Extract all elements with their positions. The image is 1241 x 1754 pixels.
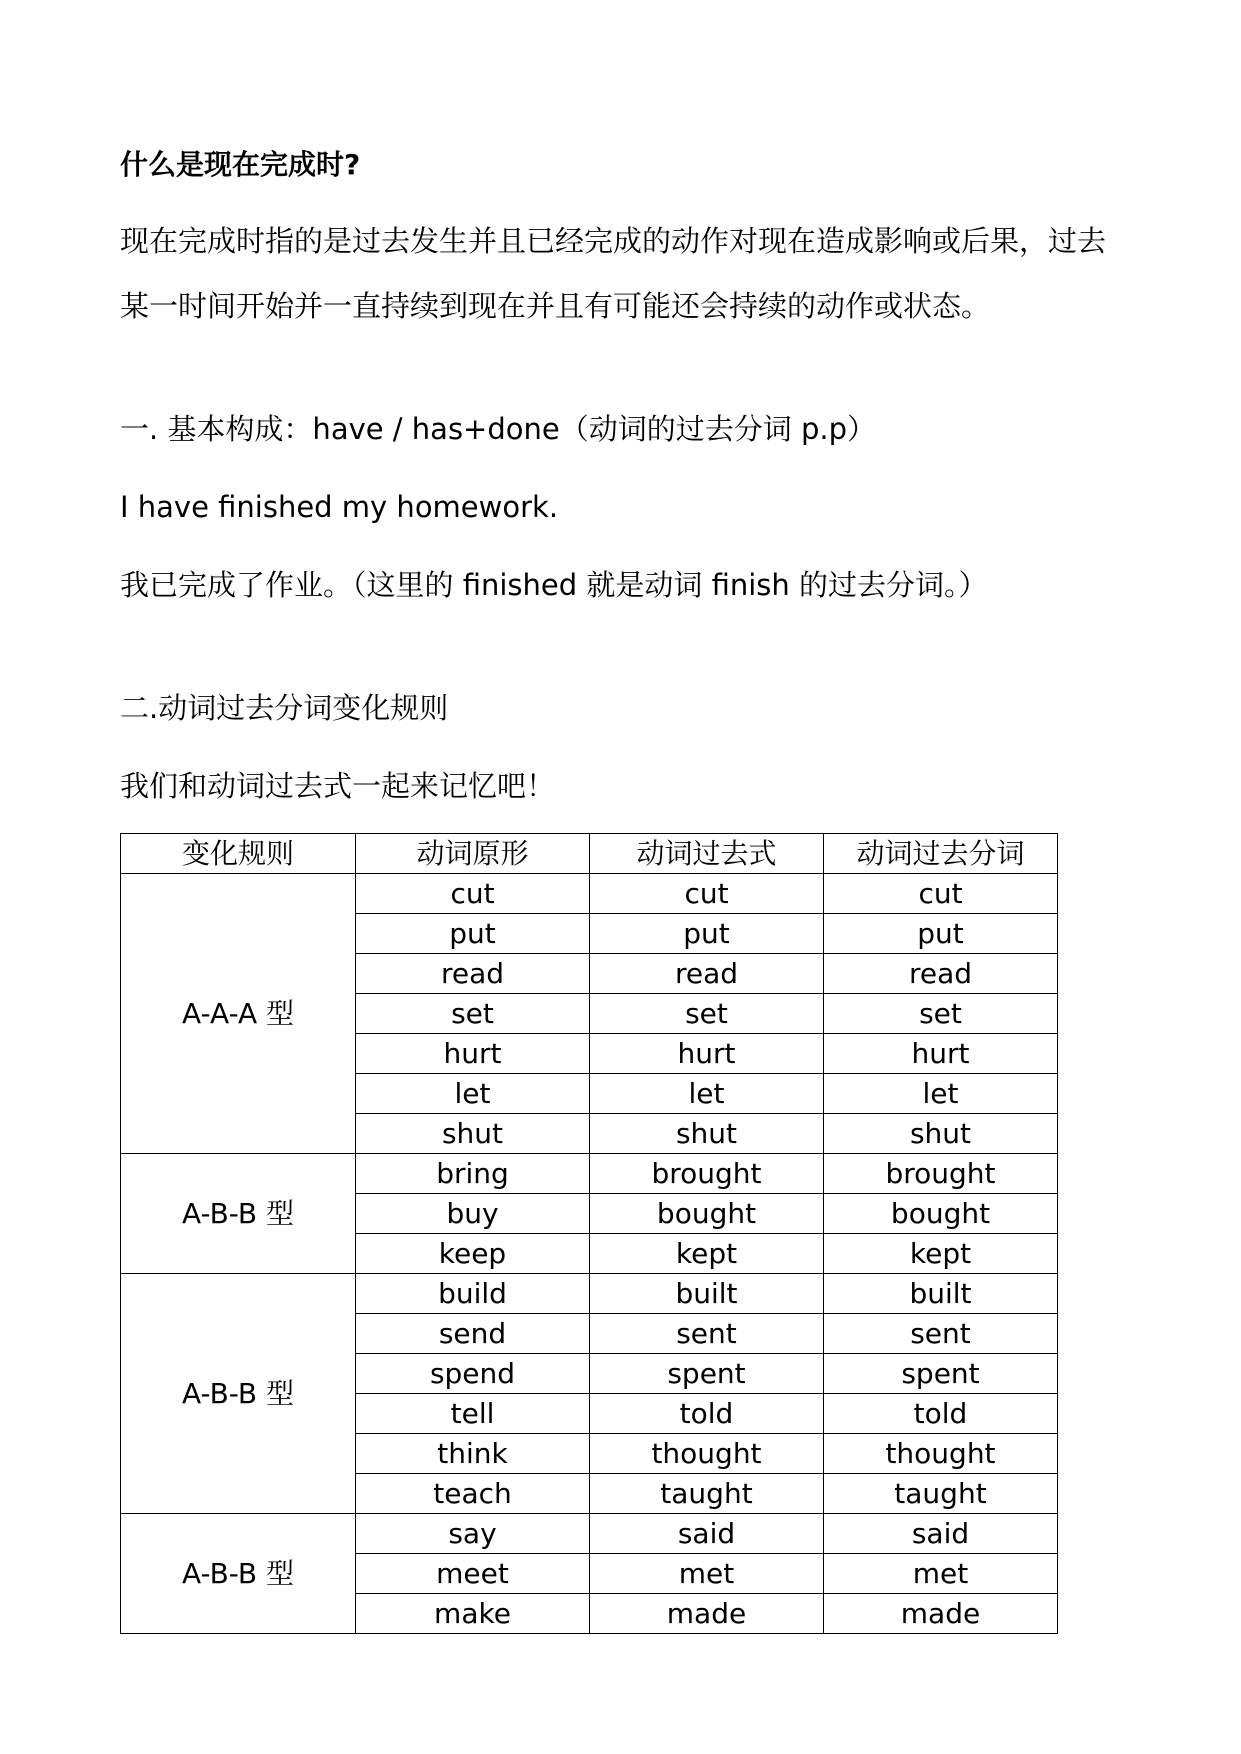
- past-participle-cell: bought: [824, 1194, 1058, 1234]
- past-tense-cell: said: [590, 1514, 824, 1554]
- table-body: [121, 874, 1058, 1634]
- table-row: [121, 1514, 1058, 1554]
- base-form-cell: let: [356, 1074, 590, 1114]
- base-form-cell: hurt: [356, 1034, 590, 1074]
- header-rule: 变化规则: [121, 834, 356, 874]
- past-tense-cell: made: [590, 1594, 824, 1634]
- example-chinese: 我已完成了作业。（这里的 finished 就是动词 finish 的过去分词。）: [120, 568, 988, 602]
- past-tense-cell: spent: [590, 1354, 824, 1394]
- past-tense-cell: taught: [590, 1474, 824, 1514]
- past-participle-cell: brought: [824, 1154, 1058, 1194]
- past-participle-cell: taught: [824, 1474, 1058, 1514]
- table-row: [121, 874, 1058, 914]
- past-tense-cell: met: [590, 1554, 824, 1594]
- table-header-row: [121, 834, 1058, 874]
- past-participle-cell: read: [824, 954, 1058, 994]
- past-tense-cell: set: [590, 994, 824, 1034]
- base-form-cell: send: [356, 1314, 590, 1354]
- past-tense-cell: sent: [590, 1314, 824, 1354]
- base-form-cell: read: [356, 954, 590, 994]
- past-tense-cell: built: [590, 1274, 824, 1314]
- base-form-cell: put: [356, 914, 590, 954]
- base-form-cell: shut: [356, 1114, 590, 1154]
- base-form-cell: bring: [356, 1154, 590, 1194]
- header-past-tense: 动词过去式: [590, 834, 824, 874]
- past-tense-cell: hurt: [590, 1034, 824, 1074]
- base-form-cell: make: [356, 1594, 590, 1634]
- past-tense-cell: read: [590, 954, 824, 994]
- base-form-cell: spend: [356, 1354, 590, 1394]
- base-form-cell: think: [356, 1434, 590, 1474]
- past-participle-cell: let: [824, 1074, 1058, 1114]
- base-form-cell: meet: [356, 1554, 590, 1594]
- past-participle-cell: sent: [824, 1314, 1058, 1354]
- past-participle-cell: shut: [824, 1114, 1058, 1154]
- definition-line-2: 某一时间开始并一直持续到现在并且有可能还会持续的动作或状态。: [120, 289, 991, 323]
- document-page: [120, 0, 1120, 1754]
- base-form-cell: keep: [356, 1234, 590, 1274]
- past-participle-cell: told: [824, 1394, 1058, 1434]
- past-tense-cell: let: [590, 1074, 824, 1114]
- past-tense-cell: cut: [590, 874, 824, 914]
- section1-title: 一. 基本构成：have / has+done（动词的过去分词 p.p）: [120, 412, 876, 446]
- past-tense-cell: put: [590, 914, 824, 954]
- past-tense-cell: told: [590, 1394, 824, 1434]
- past-participle-cell: hurt: [824, 1034, 1058, 1074]
- past-participle-cell: kept: [824, 1234, 1058, 1274]
- base-form-cell: cut: [356, 874, 590, 914]
- page-heading: 什么是现在完成时?: [120, 148, 361, 181]
- definition-line-1: 现在完成时指的是过去发生并且已经完成的动作对现在造成影响或后果，过去: [120, 224, 1107, 258]
- base-form-cell: buy: [356, 1194, 590, 1234]
- past-participle-cell: put: [824, 914, 1058, 954]
- past-tense-cell: brought: [590, 1154, 824, 1194]
- section2-intro: 我们和动词过去式一起来记忆吧！: [120, 769, 556, 803]
- rule-cell: A-B-B 型: [121, 1274, 356, 1514]
- verb-forms-table: [120, 833, 1058, 1634]
- rule-cell: A-A-A 型: [121, 874, 356, 1154]
- past-participle-cell: met: [824, 1554, 1058, 1594]
- base-form-cell: tell: [356, 1394, 590, 1434]
- header-past-participle: 动词过去分词: [824, 834, 1058, 874]
- past-tense-cell: thought: [590, 1434, 824, 1474]
- past-participle-cell: made: [824, 1594, 1058, 1634]
- past-participle-cell: spent: [824, 1354, 1058, 1394]
- past-participle-cell: set: [824, 994, 1058, 1034]
- past-tense-cell: shut: [590, 1114, 824, 1154]
- table-row: [121, 1274, 1058, 1314]
- past-participle-cell: thought: [824, 1434, 1058, 1474]
- base-form-cell: teach: [356, 1474, 590, 1514]
- base-form-cell: build: [356, 1274, 590, 1314]
- table-row: [121, 1154, 1058, 1194]
- section2-title: 二.动词过去分词变化规则: [120, 691, 449, 725]
- past-participle-cell: said: [824, 1514, 1058, 1554]
- example-english: I have finished my homework.: [120, 490, 559, 524]
- past-participle-cell: built: [824, 1274, 1058, 1314]
- header-base-form: 动词原形: [356, 834, 590, 874]
- past-participle-cell: cut: [824, 874, 1058, 914]
- rule-cell: A-B-B 型: [121, 1514, 356, 1634]
- base-form-cell: set: [356, 994, 590, 1034]
- rule-cell: A-B-B 型: [121, 1154, 356, 1274]
- past-tense-cell: kept: [590, 1234, 824, 1274]
- base-form-cell: say: [356, 1514, 590, 1554]
- past-tense-cell: bought: [590, 1194, 824, 1234]
